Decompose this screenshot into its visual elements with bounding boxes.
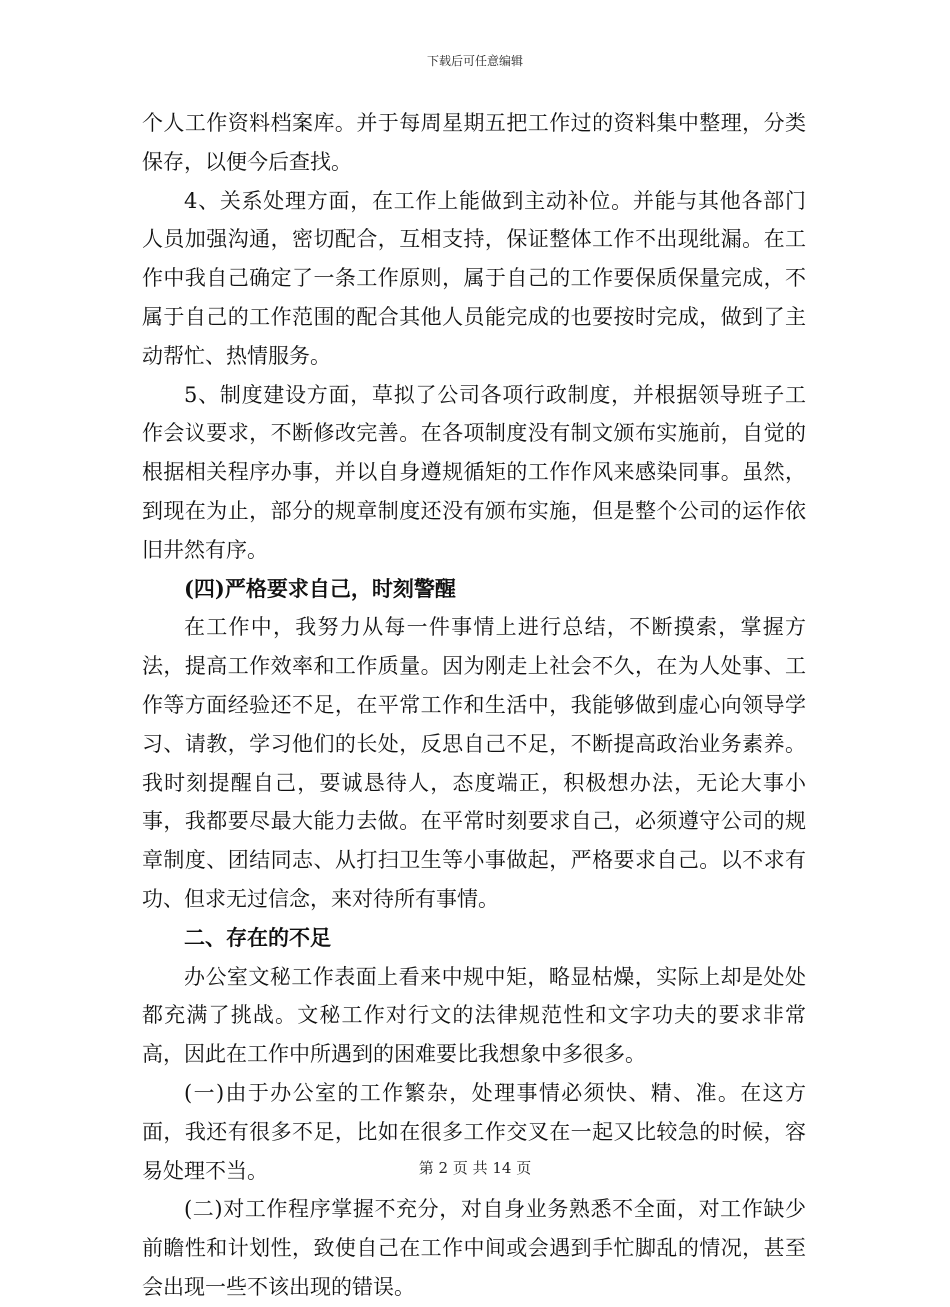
section-heading-strict-requirements: (四)严格要求自己，时刻警醒 [184,575,456,601]
paragraph-relationship-handling: 4、关系处理方面，在工作上能做到主动补位。并能与其他各部门人员加强沟通，密切配合，互相支持，保证整体工作不出现纰漏。在工作中我自己确定了一条工作原则，属于自己的工作要保质保量完成，不属于自己的工作范围的配合其他人员能完成的也要按时完成，做到了主动帮忙、热情服务。 [142,188,806,368]
section-heading-shortcomings: 二、存在的不足 [184,924,331,950]
paragraph-shortcoming-one: (一)由于办公室的工作繁杂，处理事情必须快、精、准。在这方面，我还有很多不足，比如在很多工作交叉在一起又比较急的时候，容易处理不当。 [142,1080,806,1183]
paragraph-continuation: 个人工作资料档案库。并于每周星期五把工作过的资料集中整理，分类保存，以便今后查找。 [142,111,806,174]
page-number-footer: 第 2 页 共 14 页 [418,1159,532,1177]
paragraph-self-improvement: 在工作中，我努力从每一件事情上进行总结，不断摸索，掌握方法，提高工作效率和工作质量。因为刚走上社会不久，在为人处事、工作等方面经验还不足，在平常工作和生活中，我能够做到虚心向领导学习、请教，学习他们的长处，反思自己不足，不断提高政治业务素养。我时刻提醒自己，要诚恳待人，态度端正，积极想办法，无论大事小事，我都要尽最大能力去做。在平常时刻要求自己，必须遵守公司的规章制度、团结同志、从打扫卫生等小事做起，严格要求自己。以不求有功、但求无过信念，来对待所有事情。 [142,615,806,911]
document-body [142,104,806,1307]
page-header-note: 下载后可任意编辑 [426,54,523,68]
paragraph-system-building: 5、制度建设方面，草拟了公司各项行政制度，并根据领导班子工作会议要求，不断修改完善。在各项制度没有制文颁布实施前，自觉的根据相关程序办事，并以自身遵规循矩的工作作风来感染同事。虽然，到现在为止，部分的规章制度还没有颁布实施，但是整个公司的运作依旧井然有序。 [142,382,806,562]
paragraph-shortcoming-two: (二)对工作程序掌握不充分，对自身业务熟悉不全面，对工作缺少前瞻性和计划性，致使自己在工作中间或会遇到手忙脚乱的情况，甚至会出现一些不该出现的错误。 [142,1197,806,1299]
paragraph-secretary-work: 办公室文秘工作表面上看来中规中矩，略显枯燥，实际上却是处处都充满了挑战。文秘工作对行文的法律规范性和文字功夫的要求非常高，因此在工作中所遇到的困难要比我想象中多很多。 [142,964,806,1067]
